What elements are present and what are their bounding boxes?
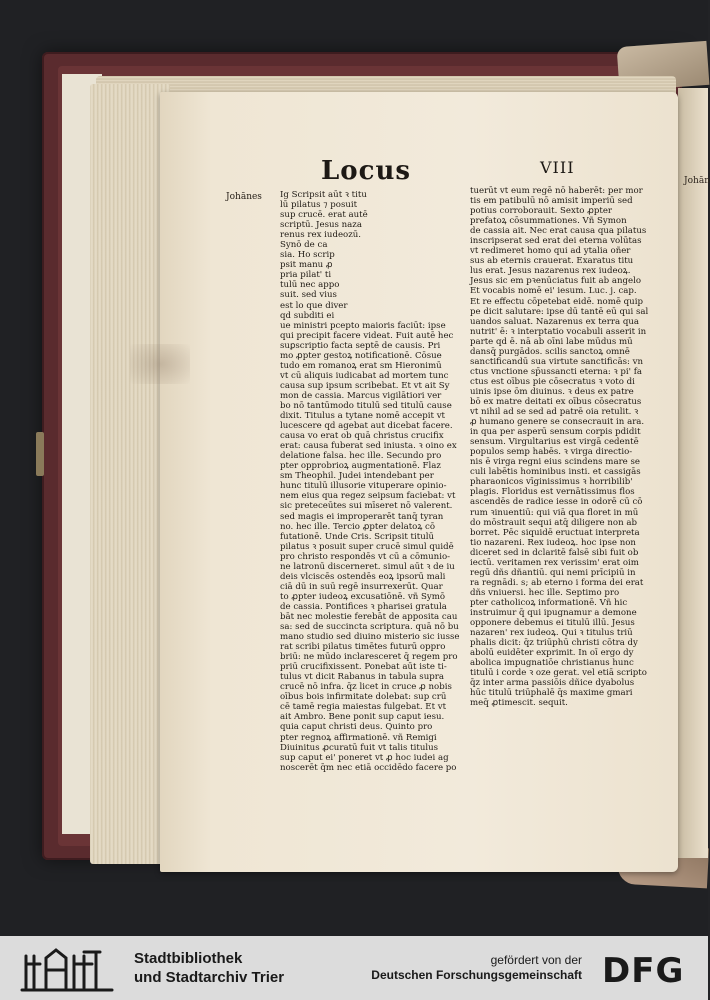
text-line: sic preteceūtes sui mīseret nō valerent. bbox=[280, 501, 453, 512]
text-line: sa: sed de succincta scriptura. quā nō bu bbox=[280, 622, 459, 633]
text-line: phalis dicit: q̄z triūphū christi cōtra dy bbox=[470, 638, 638, 649]
library-name-line2: und Stadtarchiv Trier bbox=[134, 969, 285, 986]
text-line: bāt nec molestie ferebāt de apposita cau bbox=[280, 611, 458, 622]
text-line: pilatus ꝛ posuit super crucē simul quidē bbox=[280, 541, 454, 552]
text-column-right bbox=[470, 186, 676, 722]
text-line: mon de cassia. Marcus vigilātiori ver bbox=[280, 390, 442, 401]
text-line: meq̄ ꝓtimescit. sequit. bbox=[470, 698, 568, 709]
text-line: prefatoꝝ cōsummationes. Vñ Symon bbox=[470, 216, 627, 227]
text-line: nem eius qua regez seipsum faciebat: vt bbox=[280, 491, 456, 502]
text-line: Et vocabis nomē ei' iesum. Luc. j. cap. bbox=[470, 286, 637, 297]
text-line: nis ē virga regni eius scindens mare se bbox=[470, 457, 640, 468]
text-line: Diuinitus ꝓcuratū fuit vt talis titulus bbox=[280, 742, 439, 753]
text-line: cē tamē regia maiestas fulgebat. Et vt bbox=[280, 702, 447, 713]
text-line: briū: ne mūdo inclaresceret q̄ regem pro bbox=[280, 652, 458, 663]
text-line: Ig Scripsit aūt ꝛ titu bbox=[280, 190, 367, 200]
text-line: lū pilatus ⁊ posuit bbox=[280, 200, 358, 211]
text-line: sanctificandū sua virtute sanctificās: vn bbox=[470, 356, 644, 367]
text-line: deis vlciscēs ostendēs eoꝝ ipsorū mali bbox=[280, 571, 446, 582]
text-line: oībus bois infirmitate dolebat: sup crū bbox=[280, 692, 447, 703]
text-line: tulū nec appo bbox=[280, 280, 340, 291]
text-line: causa vo erat ob quā christus crucifix bbox=[280, 431, 444, 442]
text-line: q̄z inter arma passiōis dñice dyabolus bbox=[470, 678, 635, 689]
footer-bar bbox=[0, 936, 708, 1000]
stain bbox=[130, 344, 190, 384]
text-line: vt nihil ad se sed ad patrē oia retulit. ꝛ bbox=[470, 407, 639, 418]
text-line: tudo em romanoꝝ erat sm Hieronimū bbox=[280, 360, 442, 371]
text-line: vt cū aliquis iudicabat ad mortem tunc bbox=[280, 370, 449, 381]
text-line: sia. Ho scrip bbox=[280, 250, 335, 261]
text-line: vt redimeret homo qui ad ytalia oñer bbox=[470, 246, 631, 257]
folio-number: VIII bbox=[540, 158, 575, 177]
facing-page-marginal: Johān bbox=[684, 176, 710, 186]
text-line: abolū euidēter exprimit. In oī ergo dy bbox=[470, 648, 634, 659]
metal-clasp bbox=[36, 432, 44, 476]
text-line: hūc titulū triūphalē q̄s maxime gmari bbox=[470, 688, 633, 699]
text-line: parte qd ē. nā ab oīni labe mūdus mū bbox=[470, 336, 633, 347]
text-line: sed magis ei improperarēt tanq̄ tyran bbox=[280, 511, 444, 522]
text-line: borret. Pēc siquidē eructuat interpreta bbox=[470, 527, 640, 538]
text-line: qd subditi ei bbox=[280, 310, 335, 321]
text-line: bō ex matre deitati ex oībus cōsecratus bbox=[470, 396, 642, 407]
text-line: ait Ambro. Bene ponit sup caput iesu. bbox=[280, 712, 445, 723]
page-stack bbox=[90, 84, 170, 864]
text-line: uinis ipse ōm diuinus. ꝛ deus ex patre bbox=[470, 386, 634, 397]
text-line: ue ministri pcepto maioris faciūt: ipse bbox=[280, 320, 446, 331]
text-line: no. hec ille. Tercio ꝓpter delatoꝝ cō bbox=[280, 521, 436, 532]
text-line: uandos saluat. Nazarenus ex terra qua bbox=[470, 316, 640, 327]
text-line: abolica impugnatiōe christianus hunc bbox=[470, 658, 634, 669]
text-line: priū crucifixissent. Ponebat aūt iste ti- bbox=[280, 662, 447, 673]
text-line: tio nazareni. Rex iudeoꝝ. hoc ipse non bbox=[470, 537, 636, 548]
text-line: suꝑscriptio facta septē de causis. Pri bbox=[280, 340, 441, 351]
library-logo-icon bbox=[20, 944, 116, 992]
text-line: quia caput christi deus. Quinto pro bbox=[280, 722, 433, 733]
text-line: pter catholicoꝝ informationē. Vñ hic bbox=[470, 597, 628, 608]
text-line: mo ꝓpter gestoꝝ notificationē. Cōsue bbox=[280, 350, 442, 361]
text-line: psit manu ꝓ bbox=[280, 260, 333, 271]
text-line: pharaonicos vīginissimus ꝛ horribilib' bbox=[470, 477, 633, 488]
text-line: pe dicit salutare: ipse dū tantē eū qui sal bbox=[470, 306, 649, 317]
text-line: titulū i corde ꝛ oze gerat. vel etiā scripto bbox=[470, 668, 647, 679]
library-name-line1: Stadtbibliothek bbox=[134, 950, 243, 967]
text-line: noscerēt q̄m nec etiā occidēdo facere po bbox=[280, 762, 457, 773]
text-line: sus ab eternis crauerat. Exaratus titu bbox=[470, 256, 634, 267]
text-line: ra regnādi. s; ab eterno i forma dei erat bbox=[470, 577, 644, 588]
text-line: de cassia. Pontifices ꝛ pharisei gratula bbox=[280, 601, 447, 612]
marginal-note: Johānes bbox=[226, 192, 262, 202]
text-line: pria pilat' ti bbox=[280, 270, 332, 281]
text-line: bo nō tantūmodo titulū sed titulū cause bbox=[280, 400, 452, 411]
text-line: futationē. Unde Cris. Scripsit titulū bbox=[280, 531, 435, 542]
text-line: to ꝓpter iudeoꝝ excusatiōnē. vñ Symō bbox=[280, 591, 446, 602]
text-line: tulus vt dicit Rabanus in tabula supra bbox=[280, 672, 444, 683]
text-line: causa sup ipsum scribebat. Et vt ait Sy bbox=[280, 380, 450, 391]
text-line: do mōstrauit sequi atq̄ diligere non ab bbox=[470, 517, 637, 528]
text-line: dansq̄ purgādos. scilis sanctoꝝ omnē bbox=[470, 346, 630, 357]
text-line: ascendēs de radice iesse in odorē cū cō bbox=[470, 497, 643, 508]
text-line: nazaren' rex iudeoꝝ. Qui ꝛ titulus triū bbox=[470, 628, 633, 639]
text-line: ctus vnctione sp̄ussancti eterna: ꝛ pi' fa bbox=[470, 366, 643, 377]
text-line: pro christo respondēs vt cū a cōmunio- bbox=[280, 551, 451, 562]
text-line: mano studio sed diuino misterio sic iusse bbox=[280, 632, 460, 643]
text-line: est lo que diver bbox=[280, 300, 348, 311]
text-line: iectū. veritamen rex verissim' erat oim bbox=[470, 557, 639, 568]
text-line: tis em patibulū nō amisit imperiū sed bbox=[470, 196, 633, 207]
text-line: rat scribi pilatus timētes futurū oppro bbox=[280, 642, 446, 653]
text-line: erat: causa fuberat sed iniusta. ꝛ oino ex bbox=[280, 441, 457, 452]
text-line: ne latronū discerneret. simul aūt ꝛ de iu bbox=[280, 561, 455, 572]
funder-line1: gefördert von der bbox=[490, 953, 582, 967]
text-line: potius corroborauit. Sexto ꝓpter bbox=[470, 206, 613, 217]
text-line: culi labētis hominibus insti. et cassigās bbox=[470, 467, 641, 478]
text-line: plagis. Floridus est vernātissimus flos bbox=[470, 487, 635, 498]
text-line: renus rex iudeozū. bbox=[280, 230, 362, 241]
text-line: ciā dū in suū regē insurrexerūt. Quar bbox=[280, 581, 443, 592]
funder-line2: Deutschen Forschungsgemeinschaft bbox=[371, 968, 582, 982]
text-line: sup crucē. erat autē bbox=[280, 210, 368, 221]
text-line: instruimur q̄ qui ipugnamur a demone bbox=[470, 607, 637, 618]
text-line: tuerūt vt eum regē nō haberēt: per mor bbox=[470, 186, 643, 196]
text-line: crucē nō infra. q̄z licet in cruce ꝓ nobis bbox=[280, 682, 452, 693]
text-line: dixit. Titulus a tytane nomē accepit vt bbox=[280, 411, 446, 422]
text-line: suit. sed vius bbox=[280, 290, 337, 301]
text-line: lucescere qd agebat aut dicebat facere. bbox=[280, 421, 453, 432]
text-line: diceret sed in dclaritē falsē sibi fuit ob bbox=[470, 547, 639, 558]
text-line: populos semp habēs. ꝛ virga directio- bbox=[470, 447, 633, 458]
text-line: regū dñs dñantiū. qui nemi prīcipiū in bbox=[470, 567, 636, 578]
text-line: inscripserat sed erat dei eterna volūtas bbox=[470, 236, 642, 247]
dfg-logo-text: DFG bbox=[602, 951, 685, 991]
text-line: Synō de ca bbox=[280, 240, 328, 251]
text-line: opponere debemus ei titulū illū. Jesus bbox=[470, 618, 635, 629]
text-line: sensum. Virgultarius est virgā cedentē bbox=[470, 437, 639, 448]
text-line: in qua per asperū sensum corpis pdidit bbox=[470, 427, 641, 438]
text-line: scriptū. Jesus naza bbox=[280, 220, 362, 231]
text-line: lus erat. Jesus nazarenus rex iudeoꝝ. bbox=[470, 266, 631, 277]
text-line: ꝓ humano genere se consecrauit in ara. bbox=[470, 417, 645, 428]
text-line: pter opprobrioꝝ augmentationē. Flaz bbox=[280, 461, 441, 472]
text-line: Et re effectu cōpetebat eidē. nomē quip bbox=[470, 296, 643, 307]
library-name bbox=[134, 949, 284, 987]
text-column-left bbox=[280, 190, 466, 773]
text-line: dñs vniuersi. hec ille. Septimo pro bbox=[470, 587, 620, 598]
dfg-logo-icon bbox=[600, 950, 696, 991]
text-line: pter regnoꝝ affirmationē. vñ Remigi bbox=[280, 732, 437, 743]
text-line: Jesus sic em pꝛenūciatus fuit ab angelo bbox=[470, 276, 642, 287]
text-line: delatione falsa. hec ille. Secundo pro bbox=[280, 451, 442, 462]
text-line: ctus est oībus pie cōsecratus ꝛ voto di bbox=[470, 376, 635, 387]
facing-page bbox=[678, 88, 708, 858]
running-head: Locus bbox=[321, 156, 411, 186]
text-line: rum ꝛinuentiū: qui viā qua floret in mū bbox=[470, 507, 639, 518]
text-line: nutrit' ē: ꝛ interptatio vocabuli asserit in bbox=[470, 326, 647, 337]
text-line: sup caput ei' poneret vt ꝓ hoc iudei ag bbox=[280, 752, 449, 763]
text-line: qui precipit facere videat. Fuit autē hec bbox=[280, 330, 454, 341]
text-line: sm Theophil. Judei intendebant per bbox=[280, 471, 434, 482]
text-line: hunc titulū illusorie vituperare opinio- bbox=[280, 481, 447, 492]
funder-text bbox=[360, 953, 582, 983]
text-line: de cassia ait. Nec erat causa qua pilatus bbox=[470, 226, 647, 237]
